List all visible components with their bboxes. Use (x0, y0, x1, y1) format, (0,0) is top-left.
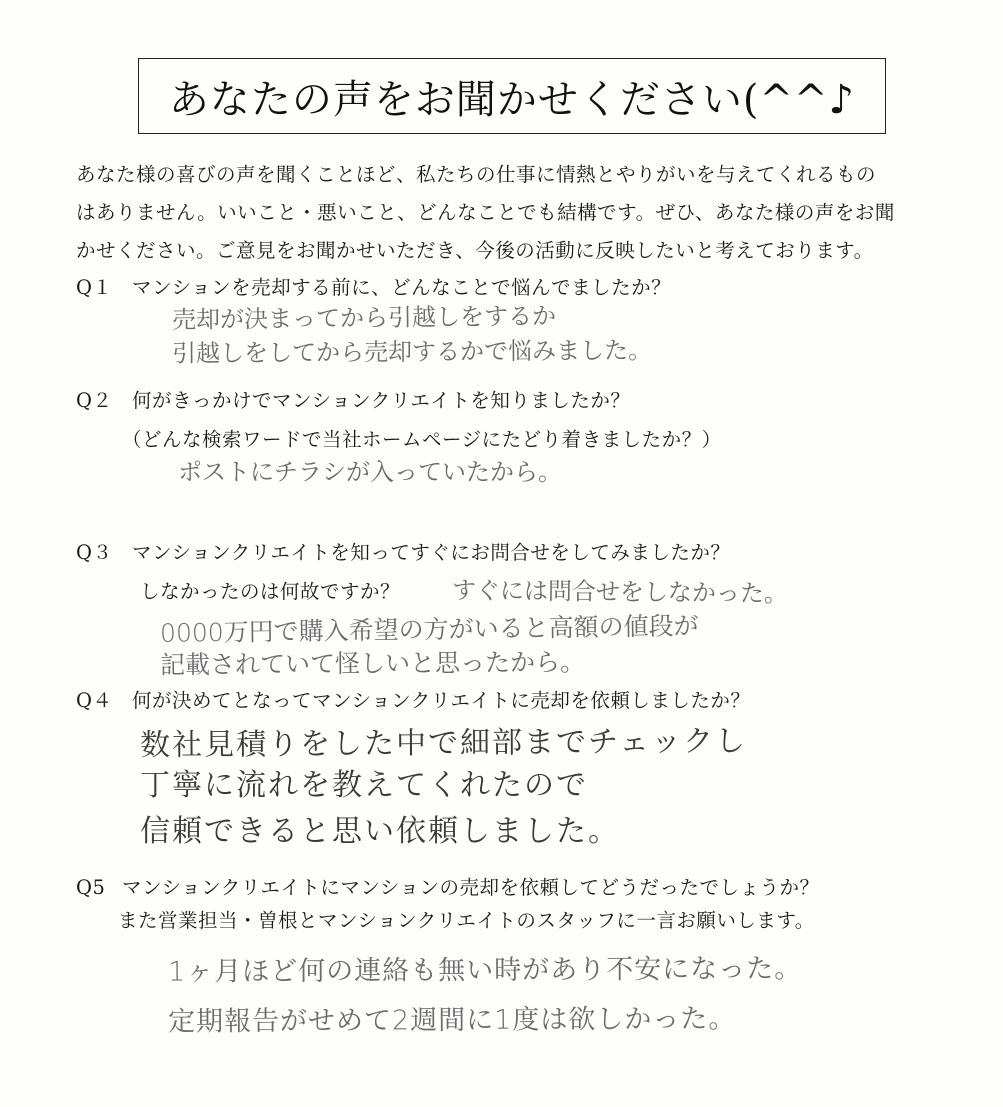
question-2 (76, 385, 630, 413)
handwritten-answer: 丁寧に流れを教えてくれたので (140, 768, 588, 803)
question-text: 何が決めてとなってマンションクリエイトに売却を依頼しましたか？ (132, 689, 751, 712)
handwritten-answer: 1ヶ月ほど何の連絡も無い時があり不安になった。 (167, 953, 803, 988)
intro-line: あなた様の喜びの声を聞くことほど、私たちの仕事に情熱とやりがいを与えてくれるもの (76, 163, 877, 186)
question-label: Q5 (76, 876, 106, 899)
handwritten-answer: ポストにチラシが入っていたから。 (178, 458, 562, 486)
question-5 (76, 872, 819, 900)
question-label: Q１ (76, 276, 113, 299)
question-label: Q２ (76, 389, 113, 412)
page-title: あなたの声をお聞かせください(^^♪ (168, 76, 856, 123)
question-2-subtext: （どんな検索ワードで当社ホームページにたどり着きましたか？） (122, 428, 722, 451)
intro-line: かせください。ご意見をお聞かせいただき、今後の活動に反映したいと考えております。 (76, 239, 874, 262)
question-text: マンションを売却する前に、どんなことで悩んでましたか？ (132, 276, 672, 299)
question-4 (76, 685, 750, 713)
question-label: Q３ (76, 541, 113, 564)
handwritten-answer: 信頼できると思い依頼しました。 (140, 814, 620, 849)
question-3-subtext: しなかったのは何故ですか？ (140, 580, 401, 603)
question-label: Q４ (76, 689, 113, 712)
question-3 (76, 537, 730, 565)
handwritten-answer-inline: すぐには問合せをしなかった。 (451, 576, 789, 608)
question-text: 何がきっかけでマンションクリエイトを知りましたか？ (132, 389, 631, 412)
question-1 (76, 272, 671, 300)
handwritten-answer: 0000万円で購入希望の方がいると高額の値段が (159, 611, 699, 648)
handwritten-answer: 売却が決まってから引越しをするか (171, 301, 557, 335)
intro-paragraph (76, 156, 976, 270)
question-5-subtext: また営業担当・曽根とマンションクリエイトのスタッフに一言お願いします。 (118, 909, 815, 932)
handwritten-answer: 記載されていて怪しいと思ったから。 (159, 647, 586, 680)
title-box (138, 58, 886, 134)
handwritten-answer: 数社見積りをした中で細部までチェックし (139, 723, 748, 764)
handwritten-answer: 定期報告がせめて2週間に1度は欲しかった。 (167, 1003, 737, 1038)
question-text: マンションクリエイトを知ってすぐにお問合せをしてみましたか？ (132, 541, 731, 564)
question-text: マンションクリエイトにマンションの売却を依頼してどうだったでしょうか？ (122, 876, 820, 899)
handwritten-answer: 引越しをしてから売却するかで悩みました。 (171, 336, 653, 368)
intro-line: はありません。いいこと・悪いこと、どんなことでも結構です。ぜひ、あなた様の声をお聞 (76, 201, 895, 224)
